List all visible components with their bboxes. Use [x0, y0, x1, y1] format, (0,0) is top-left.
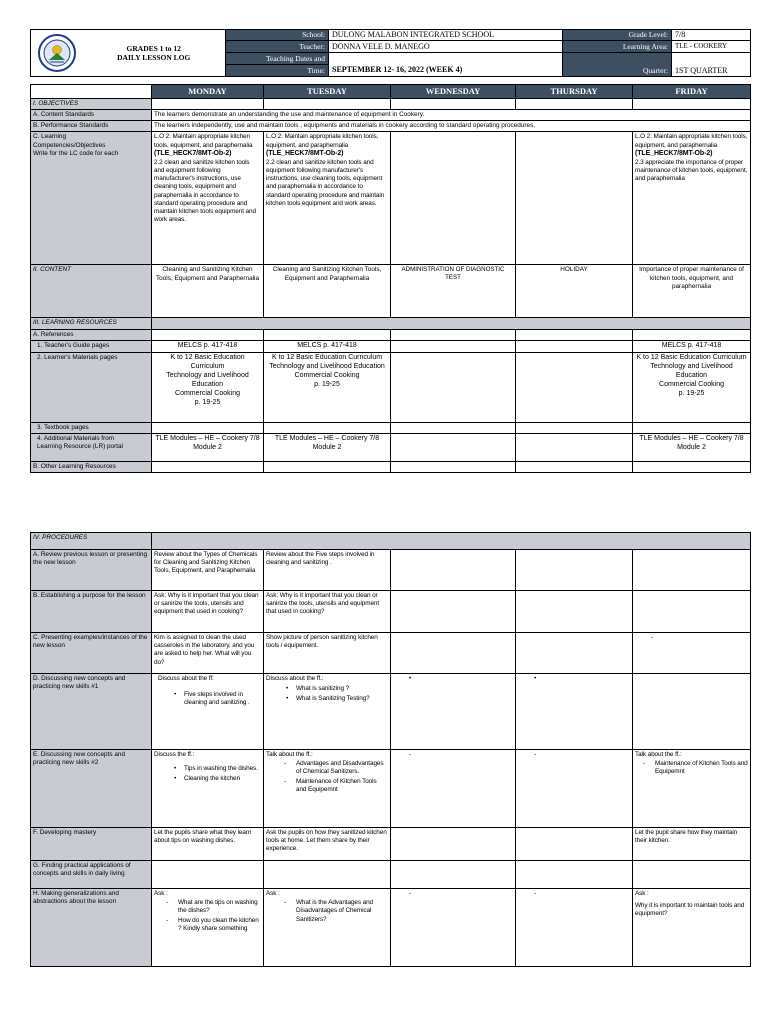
- list-item: • Cleaning the kitchen: [174, 775, 261, 783]
- content-standards-text: The learners demonstrate an understanding the use and maintenance of equipment in Cookery.: [152, 110, 751, 121]
- dates-label-1: Teaching Dates and: [226, 53, 329, 64]
- teachers-guide-monday: MELCS p. 417-418: [152, 340, 264, 352]
- school-value: DULONG MALABON INTEGRATED SCHOOL: [329, 30, 563, 41]
- discussing-1-row: [31, 674, 751, 750]
- list-item: • What is sanitizing ?: [286, 685, 388, 693]
- presenting-friday: -: [633, 633, 751, 674]
- textbook-label: 3. Textbook pages: [31, 422, 152, 433]
- performance-standards-label: B. Performance Standards: [31, 121, 152, 132]
- procedures-heading-row: [31, 533, 751, 550]
- dates-label-2: Time:: [226, 64, 329, 76]
- teachers-guide-friday: MELCS p. 417-418: [633, 340, 751, 352]
- discussing-1-label: D. Discussing new concepts and practicing new skills #1: [31, 674, 152, 750]
- references-row: [31, 329, 751, 340]
- mastery-friday: Let the pupil share how they maintain their kitchen.: [633, 828, 751, 861]
- discussing-2-row: [31, 750, 751, 828]
- content-standards-row: [31, 110, 751, 121]
- review-tuesday: Review about the Five steps involved in cleaning and sanitizing .: [264, 550, 391, 591]
- day-thursday: THURSDAY: [516, 85, 633, 99]
- additional-materials-tuesday: TLE Modules – HE – Cookery 7/8 Module 2: [264, 433, 391, 461]
- resources-heading-row: [31, 318, 751, 329]
- content-thursday: HOLIDAY: [516, 265, 633, 318]
- grade-level-label: Grade Level:: [563, 30, 672, 41]
- mastery-monday: Let the pupils share what they learn about tips on washing dishes.: [152, 828, 264, 861]
- other-resources-row: [31, 461, 751, 472]
- purpose-monday: Ask: Why is it important that you clean or sanirize the tools, utensils and equipment that used in cooking?: [152, 591, 264, 633]
- learners-materials-monday: K to 12 Basic Education Curriculum Technology and Livelihood Education Commercial Cooking p. 19-25: [152, 352, 264, 422]
- bullet-icon: •: [534, 675, 537, 682]
- bullet-icon: •: [409, 675, 412, 682]
- presenting-label: C. Presenting examples/instances of the new lesson: [31, 633, 152, 674]
- additional-materials-label: 4. Additional Materials from Learning Resource (LR) portal: [31, 433, 152, 461]
- generalizations-label: H. Making generalizations and abstractions about the lesson: [31, 889, 152, 967]
- review-row: [31, 550, 751, 591]
- textbook-row: [31, 422, 751, 433]
- procedures-heading: IV. PROCEDURES: [31, 533, 152, 550]
- grade-level-value: 7/8: [672, 30, 751, 41]
- applications-label: G. Finding practical applications of concepts and skills in daily living: [31, 861, 152, 889]
- content-standards-label: A. Content Standards: [31, 110, 152, 121]
- generalizations-thursday: -: [516, 889, 633, 967]
- list-item: - Maintenance of Kitchen Tools and Equipemnt: [643, 760, 748, 776]
- day-friday: FRIDAY: [633, 85, 751, 99]
- teacher-value: DONNA VELE D. MANEGO: [329, 41, 563, 53]
- mastery-tuesday: Ask the pupils on how they sanitized kitchen tools at home. Let them share by their experience.: [264, 828, 391, 861]
- learning-competencies-label: C. Learning Competencies/Objectives Write for the LC code for each: [31, 132, 152, 265]
- content-friday: Importance of proper maintenance of kitchen tools, equipment, and paraphernalia: [633, 265, 751, 318]
- title-line-2: DAILY LESSON LOG: [117, 53, 191, 62]
- discussing-2-friday: Talk about the ff.: - Maintenance of Kitchen Tools and Equipemnt: [633, 750, 751, 828]
- competencies-thursday: [516, 132, 633, 265]
- learning-competencies-row: [31, 132, 751, 265]
- resources-heading: III. LEARNING RESOURCES: [31, 318, 152, 329]
- discussing-1-tuesday: Discuss about the ff.: • What is sanitizing ? • What is Sanitizing Testing?: [264, 674, 391, 750]
- applications-row: [31, 861, 751, 889]
- additional-materials-monday: TLE Modules – HE – Cookery 7/8 Module 2: [152, 433, 264, 461]
- dates-value: SEPTEMBER 12- 16, 2022 (WEEK 4): [329, 53, 563, 77]
- title-line-1: GRADES 1 to 12: [126, 43, 181, 53]
- teachers-guide-row: [31, 340, 751, 352]
- list-item: - Advantages and Disadvantages of Chemical Sanitizers.: [284, 760, 388, 776]
- presenting-tuesday: Show picture of person sanitizing kitchen tools / equipement.: [264, 633, 391, 674]
- presenting-monday: Kim is assigned to clean the used casseroles in the laboratory, and you are asked to help her. What will you do?: [152, 633, 264, 674]
- content-heading: II. CONTENT: [31, 265, 152, 318]
- purpose-label: B. Establishing a purpose for the lesson: [31, 591, 152, 633]
- day-monday: MONDAY: [152, 85, 264, 99]
- learning-area-value: TLE - COOKERY: [672, 41, 751, 53]
- document-title: [83, 30, 226, 77]
- learners-materials-row: [31, 352, 751, 422]
- list-item: • Five steps involved in cleaning and sanitizing .: [174, 691, 261, 707]
- performance-standards-row: [31, 121, 751, 132]
- discussing-1-thursday: [516, 674, 633, 750]
- quarter-label: Quarter:: [563, 53, 672, 77]
- deped-seal: [31, 30, 83, 77]
- day-wednesday: WEDNESDAY: [391, 85, 516, 99]
- seal-icon: [37, 33, 77, 73]
- purpose-row: [31, 591, 751, 633]
- list-item: • Tips in washing the dishes.: [174, 765, 261, 773]
- list-item: - Maintenance of Kitchen Tools and Equipemnt: [284, 778, 388, 794]
- discussing-2-monday: Discuss the ff.: • Tips in washing the dishes. • Cleaning the kitchen: [152, 750, 264, 828]
- header-table: [30, 29, 751, 77]
- learners-materials-tuesday: K to 12 Basic Education Curriculum Technology and Livelihood Education Commercial Cooking p. 19-25: [264, 352, 391, 422]
- mastery-label: F. Developing mastery: [31, 828, 152, 861]
- teachers-guide-tuesday: MELCS p. 417-418: [264, 340, 391, 352]
- discussing-2-wednesday: -: [391, 750, 516, 828]
- additional-materials-friday: TLE Modules – HE – Cookery 7/8 Module 2: [633, 433, 751, 461]
- discussing-2-tuesday: Talk about the ff.: - Advantages and Disadvantages of Chemical Sanitizers. - Maintenance of Kitchen Tools and Equipemnt: [264, 750, 391, 828]
- discussing-2-label: E. Discussing new concepts and practicing new skills #2: [31, 750, 152, 828]
- school-label: School:: [226, 30, 329, 41]
- learners-materials-label: 2. Learner's Materials pages: [31, 352, 152, 422]
- teachers-guide-label: 1. Teacher's Guide pages: [31, 340, 152, 352]
- purpose-tuesday: Ask: Why is it important that you clean or sanirize the tools, utensils and equipment that used in cooking?: [264, 591, 391, 633]
- list-item: - What are the tips on washing the dishes?: [166, 899, 261, 915]
- competencies-monday: L.O 2: Maintain appropriate kitchen tools, equipment, and paraphernalia (TLE_HECK7/8MT-Ob-2) 2.2 clean and sanitize kitchen tools and equipment following manufacturer's instructions, use cleaning tools, equipment and paraphernalia in accordance to standard operating procedure and maintain kitchen tools equipment and work areas.: [152, 132, 264, 265]
- day-header-row: [31, 85, 751, 99]
- performance-standards-text: The learners independently, use and maintain tools , equipments and materials in cookery according to standard operating procedures.: [152, 121, 751, 132]
- list-item: - How do you clean the kitchen ? Kindly share something: [166, 917, 261, 933]
- discussing-2-thursday: -: [516, 750, 633, 828]
- objectives-heading: I. OBJECTIVES: [31, 98, 152, 109]
- presenting-row: [31, 633, 751, 674]
- objectives-content-resources-table: [30, 84, 751, 473]
- quarter-value: 1ST QUARTER: [672, 53, 751, 77]
- list-item: • What is Sanitizing Testing?: [286, 695, 388, 703]
- generalizations-friday: Ask : Why it is important to maintain tools and equipment?: [633, 889, 751, 967]
- discussing-1-wednesday: [391, 674, 516, 750]
- generalizations-wednesday: -: [391, 889, 516, 967]
- content-row: [31, 265, 751, 318]
- competencies-tuesday: L.O 2: Maintain appropriate kitchen tools, equipment, and paraphernalia (TLE_HECK7/8MT-Ob-2) 2.2 clean and sanitize kitchen tools and equipment following manufacturer's instructions, use cleaning tools, equipment and paraphernalia in accordance to standard operating procedure and maintain kitchen tools equipment and work areas.: [264, 132, 391, 265]
- teacher-label: Teacher:: [226, 41, 329, 53]
- content-tuesday: Cleaning and Sanitizing Kitchen Tools, Equipment and Paraphernalia: [264, 265, 391, 318]
- discussing-1-monday: Discuss about the ff: • Five steps involved in cleaning and sanitizing .: [152, 674, 264, 750]
- review-label: A. Review previous lesson or presenting the new lesson: [31, 550, 152, 591]
- mastery-row: [31, 828, 751, 861]
- competencies-friday: L.O 2: Maintain appropriate kitchen tools, equipment, and paraphernalia (TLE_HECK7/8MT-Ob-2) 2.3 appreciate the importance of proper maintenance of kitchen tools, equipment, and paraphernalia: [633, 132, 751, 265]
- references-label: A. References: [31, 329, 152, 340]
- objectives-heading-row: [31, 98, 751, 109]
- procedures-table: [30, 532, 751, 967]
- competencies-wednesday: [391, 132, 516, 265]
- list-item: - What is the Advantages and Disadvantages of Chemical Sanitizers?: [284, 899, 388, 924]
- learning-area-label: Learning Area:: [563, 41, 672, 53]
- generalizations-tuesday: Ask : - What is the Advantages and Disadvantages of Chemical Sanitizers?: [264, 889, 391, 967]
- learners-materials-friday: K to 12 Basic Education Curriculum Technology and Livelihood Education Commercial Cooking p. 19-25: [633, 352, 751, 422]
- other-resources-label: B. Other Learning Resources: [31, 461, 152, 472]
- generalizations-row: [31, 889, 751, 967]
- blank-header-cell: [31, 85, 152, 99]
- content-wednesday: ADMINISTRATION OF DIAGNOSTIC TEST: [391, 265, 516, 318]
- additional-materials-row: [31, 433, 751, 461]
- generalizations-monday: Ask : - What are the tips on washing the dishes? - How do you clean the kitchen ? Kindly share something: [152, 889, 264, 967]
- day-tuesday: TUESDAY: [264, 85, 391, 99]
- review-monday: Review about the Types of Chemicals for Cleaning and Sanitizing Kitchen Tools, Equipment, and Paraphernalia: [152, 550, 264, 591]
- content-monday: Cleaning and Sanitizing Kitchen Tools, Equipment and Paraphernalia: [152, 265, 264, 318]
